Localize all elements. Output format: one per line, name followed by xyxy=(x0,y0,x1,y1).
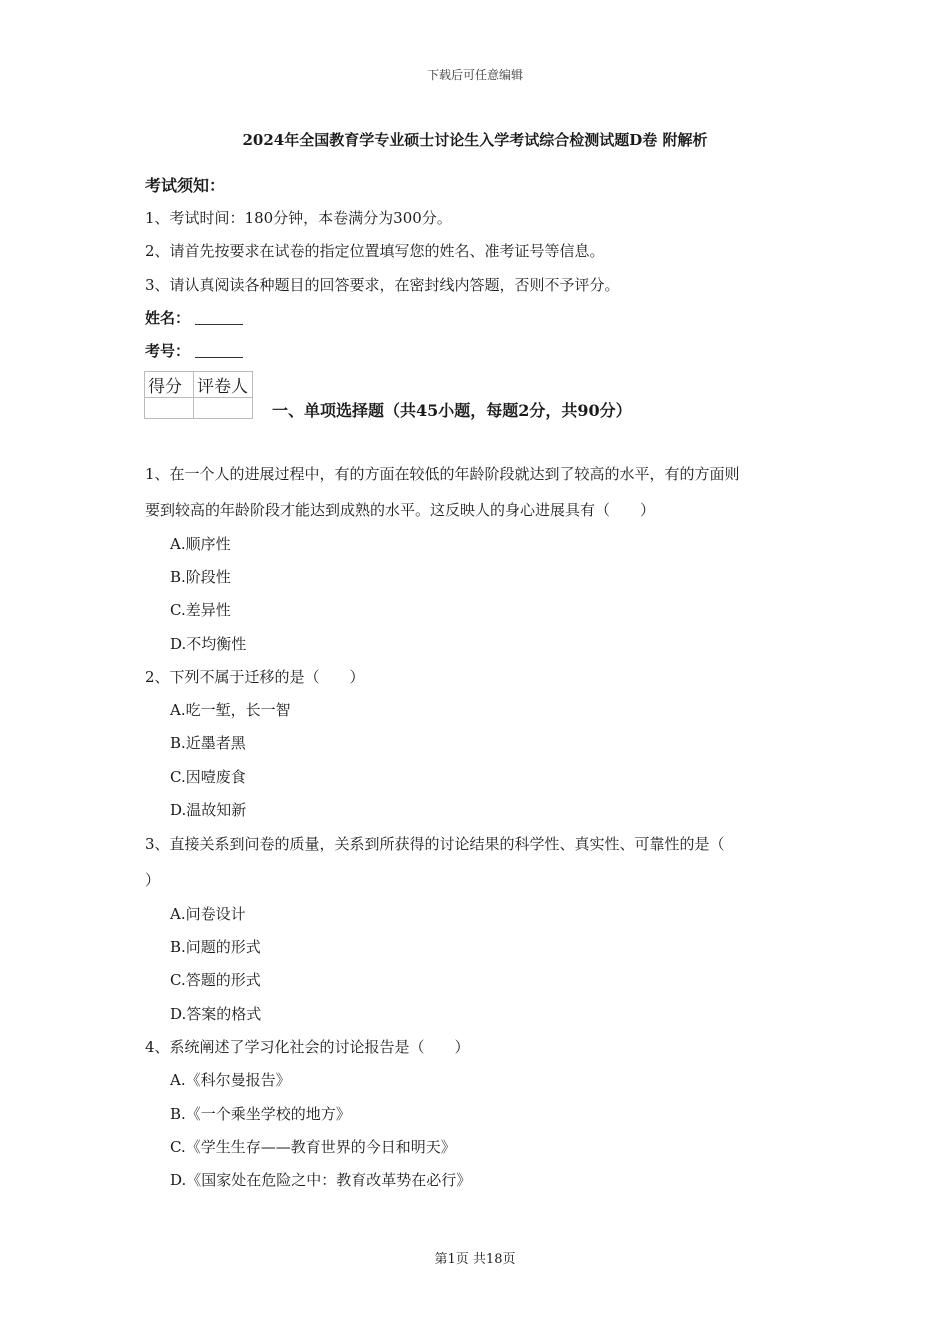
answer-option[interactable]: B.近墨者黑 xyxy=(170,734,246,752)
document-title: 2024年全国教育学专业硕士讨论生入学考试综合检测试题D卷 附解析 xyxy=(242,131,708,149)
answer-option[interactable]: D.答案的格式 xyxy=(170,1005,262,1023)
exam-id-blank[interactable] xyxy=(195,356,243,358)
question-text: 2、下列不属于迁移的是（ ） xyxy=(145,668,365,686)
exam-id-label: 考号： xyxy=(145,342,191,360)
question-text: ） xyxy=(145,871,161,889)
name-blank[interactable] xyxy=(195,323,243,325)
notice-item: 3、请认真阅读各种题目的回答要求，在密封线内答题，否则不予评分。 xyxy=(145,276,620,294)
answer-option[interactable]: D.温故知新 xyxy=(170,801,247,819)
score-cell[interactable] xyxy=(145,398,194,419)
grader-header: 评卷人 xyxy=(194,372,253,398)
answer-option[interactable]: D.《国家处在危险之中：教育改革势在必行》 xyxy=(170,1171,472,1189)
section-heading: 一、单项选择题（共45小题，每题2分，共90分） xyxy=(272,401,632,420)
score-header: 得分 xyxy=(145,372,194,398)
answer-option[interactable]: C.因噎废食 xyxy=(170,768,246,786)
question-text: 3、直接关系到问卷的质量，关系到所获得的讨论结果的科学性、真实性、可靠性的是（ xyxy=(145,835,725,853)
answer-option[interactable]: B.问题的形式 xyxy=(170,938,261,956)
score-table xyxy=(144,371,253,419)
answer-option[interactable]: A.问卷设计 xyxy=(170,905,246,923)
notice-item: 2、请首先按要求在试卷的指定位置填写您的姓名、准考证号等信息。 xyxy=(145,242,605,260)
question-text: 要到较高的年龄阶段才能达到成熟的水平。这反映人的身心进展具有（ ） xyxy=(145,501,656,519)
answer-option[interactable]: A.吃一堑，长一智 xyxy=(170,701,291,719)
answer-option[interactable]: C.《学生生存——教育世界的今日和明天》 xyxy=(170,1138,456,1156)
name-label: 姓名： xyxy=(145,309,191,327)
question-text: 4、系统阐述了学习化社会的讨论报告是（ ） xyxy=(145,1038,470,1056)
question-text: 1、在一个人的进展过程中，有的方面在较低的年龄阶段就达到了较高的水平，有的方面则 xyxy=(145,465,740,483)
page-header: 下载后可任意编辑 xyxy=(426,68,523,82)
answer-option[interactable]: C.差异性 xyxy=(170,601,231,619)
answer-option[interactable]: C.答题的形式 xyxy=(170,971,261,989)
page-footer: 第1页 共18页 xyxy=(434,1252,516,1267)
grader-cell[interactable] xyxy=(194,398,253,419)
answer-option[interactable]: B.阶段性 xyxy=(170,568,231,586)
answer-option[interactable]: B.《一个乘坐学校的地方》 xyxy=(170,1105,351,1123)
notice-item: 1、考试时间：180分钟，本卷满分为300分。 xyxy=(145,209,452,227)
notice-heading: 考试须知： xyxy=(145,176,226,195)
answer-option[interactable]: A.顺序性 xyxy=(170,535,231,553)
answer-option[interactable]: D.不均衡性 xyxy=(170,635,247,653)
answer-option[interactable]: A.《科尔曼报告》 xyxy=(170,1071,291,1089)
